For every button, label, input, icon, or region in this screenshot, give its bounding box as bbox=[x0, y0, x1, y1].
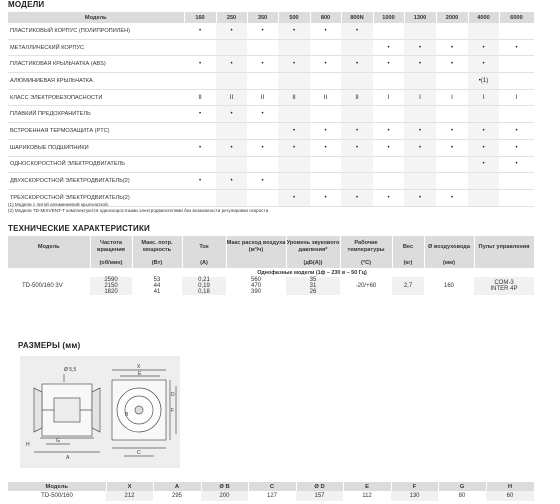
models-col-800: 800 bbox=[310, 12, 341, 23]
tech-header-8: Ø воздуховода bbox=[424, 236, 474, 258]
tech-flow-2: 470 bbox=[250, 283, 261, 289]
models-col-800N: 800N bbox=[341, 12, 373, 23]
models-cell: • bbox=[341, 189, 373, 206]
models-body bbox=[8, 23, 534, 206]
models-cell bbox=[436, 173, 468, 190]
models-col-250: 250 bbox=[216, 12, 247, 23]
models-col-6000: 6000 bbox=[499, 12, 534, 23]
models-cell: • bbox=[247, 23, 278, 39]
dims-table bbox=[8, 482, 535, 501]
models-cell: • bbox=[341, 123, 373, 140]
models-col-4000: 4000 bbox=[468, 12, 499, 23]
tech-flow-3: 390 bbox=[250, 289, 261, 295]
models-cell: • bbox=[247, 139, 278, 156]
dims-cell-8: 80 bbox=[458, 493, 466, 499]
dims-cell-5: 157 bbox=[296, 491, 343, 501]
models-cell bbox=[278, 156, 310, 173]
models-cell: • bbox=[436, 39, 468, 56]
models-cell: I bbox=[404, 89, 436, 106]
dims-header-2: A bbox=[153, 482, 201, 491]
models-cell bbox=[310, 156, 341, 173]
tech-power-3: 41 bbox=[153, 289, 161, 295]
models-row-label: ПЛАВКИЙ ПРЕДОХРАНИТЕЛЬ bbox=[8, 106, 184, 123]
tech-header-2: Макс. потр. мощность bbox=[132, 236, 182, 258]
models-cell bbox=[468, 23, 499, 39]
models-cell bbox=[499, 73, 534, 90]
tech-power-2: 44 bbox=[153, 283, 161, 289]
models-cell: • bbox=[499, 123, 534, 140]
models-cell: • bbox=[216, 106, 247, 123]
models-cell: • bbox=[436, 139, 468, 156]
models-cell: • bbox=[468, 156, 499, 173]
models-cell bbox=[436, 156, 468, 173]
tech-header-unit-2: (Вт) bbox=[132, 258, 182, 268]
models-cell bbox=[341, 106, 373, 123]
models-row-label: ВСТРОЕННАЯ ТЕРМОЗАЩИТА (PTC) bbox=[8, 123, 184, 140]
models-row-label: КЛАСС ЭЛЕКТРОБЕЗОПАСНОСТИ bbox=[8, 89, 184, 106]
models-cell: • bbox=[310, 189, 341, 206]
models-cell bbox=[404, 106, 436, 123]
models-cell bbox=[373, 23, 404, 39]
dims-cell-4: 127 bbox=[266, 493, 277, 499]
models-cell: II bbox=[216, 89, 247, 106]
models-cell: • bbox=[278, 139, 310, 156]
tech-header-unit-5: (дБ(А)) bbox=[286, 258, 340, 268]
models-row bbox=[8, 23, 534, 39]
models-row bbox=[8, 123, 534, 140]
models-cell bbox=[436, 73, 468, 90]
models-cell: II bbox=[247, 89, 278, 106]
models-cell: • bbox=[436, 56, 468, 73]
models-cell bbox=[247, 73, 278, 90]
tech-header-row bbox=[8, 236, 534, 258]
tech-header-unit-8: (мм) bbox=[424, 258, 474, 268]
models-cell: • bbox=[247, 106, 278, 123]
label-g: G bbox=[56, 438, 60, 444]
models-cell: I bbox=[468, 89, 499, 106]
models-cell bbox=[468, 173, 499, 190]
tech-section-title: ТЕХНИЧЕСКИЕ ХАРАКТЕРИСТИКИ bbox=[8, 224, 150, 233]
tech-header-unit-4 bbox=[226, 258, 286, 268]
models-cell: • bbox=[404, 189, 436, 206]
tech-rpm-3: 1820 bbox=[90, 289, 132, 295]
models-col-350: 350 bbox=[247, 12, 278, 23]
tech-rpm-2: 2150 bbox=[90, 283, 132, 289]
tech-noise-1: 35 bbox=[286, 277, 340, 283]
models-cell: I bbox=[373, 89, 404, 106]
models-cell: • bbox=[184, 23, 216, 39]
models-row bbox=[8, 89, 534, 106]
models-section-title: МОДЕЛИ bbox=[8, 0, 45, 9]
label-x: X bbox=[137, 364, 141, 370]
models-cell: • bbox=[404, 123, 436, 140]
label-h: H bbox=[26, 442, 30, 448]
models-cell: • bbox=[216, 139, 247, 156]
tech-temp: -20/+60 bbox=[355, 283, 377, 289]
models-cell: • bbox=[184, 106, 216, 123]
models-cell bbox=[278, 39, 310, 56]
models-row bbox=[8, 156, 534, 173]
models-cell bbox=[216, 123, 247, 140]
models-cell: • bbox=[341, 23, 373, 39]
tech-current-3: 0,18 bbox=[182, 289, 226, 295]
tech-header-units-row bbox=[8, 258, 534, 268]
models-cell bbox=[216, 156, 247, 173]
label-hole: Ø 5,5 bbox=[64, 367, 77, 373]
models-cell bbox=[373, 156, 404, 173]
models-row bbox=[8, 73, 534, 90]
models-cell: II bbox=[310, 89, 341, 106]
dims-header-9: H bbox=[486, 482, 534, 491]
models-cell: • bbox=[468, 56, 499, 73]
dims-cell-1: 212 bbox=[106, 491, 153, 501]
models-row-label: ТРЕХСКОРОСТНОЙ ЭЛЕКТРОДВИГАТЕЛЬ(2) bbox=[8, 189, 184, 206]
models-cell: • bbox=[310, 56, 341, 73]
models-cell bbox=[436, 106, 468, 123]
models-row-label: ПЛАСТИКОВАЯ КРЫЛЬЧАТКА (ABS) bbox=[8, 56, 184, 73]
tech-flow-1: 560 bbox=[250, 277, 261, 283]
tech-header-1: Частота вращения bbox=[90, 236, 132, 258]
models-cell bbox=[310, 73, 341, 90]
models-cell: • bbox=[184, 56, 216, 73]
models-cell bbox=[310, 39, 341, 56]
models-cell bbox=[404, 156, 436, 173]
label-b: B bbox=[125, 412, 129, 418]
models-cell bbox=[499, 189, 534, 206]
dims-header-6: E bbox=[343, 482, 391, 491]
models-cell: • bbox=[499, 39, 534, 56]
models-cell: • bbox=[247, 173, 278, 190]
models-cell: • bbox=[404, 139, 436, 156]
models-row bbox=[8, 139, 534, 156]
tech-header-unit-1: (об/мин) bbox=[90, 258, 132, 268]
models-cell bbox=[499, 23, 534, 39]
models-notes bbox=[8, 202, 270, 214]
dims-cell-6: 112 bbox=[362, 493, 372, 499]
models-cell bbox=[341, 73, 373, 90]
models-cell bbox=[310, 106, 341, 123]
models-cell bbox=[373, 173, 404, 190]
dims-cell-9: 60 bbox=[486, 491, 534, 501]
tech-current-2: 0,19 bbox=[182, 283, 226, 289]
models-cell: • bbox=[373, 139, 404, 156]
models-cell bbox=[499, 56, 534, 73]
tech-control-2: INTER 4P bbox=[490, 286, 518, 292]
models-row bbox=[8, 56, 534, 73]
tech-header-7: Вес bbox=[392, 236, 424, 258]
models-cell: II bbox=[184, 89, 216, 106]
models-cell: II bbox=[278, 89, 310, 106]
models-cell: • bbox=[436, 123, 468, 140]
dims-header-5: Ø D bbox=[296, 482, 343, 491]
models-cell: • bbox=[373, 56, 404, 73]
tech-rpm-1: 2590 bbox=[90, 277, 132, 283]
tech-noise-2: 31 bbox=[286, 283, 340, 289]
models-cell: I bbox=[436, 89, 468, 106]
models-cell bbox=[499, 173, 534, 190]
models-cell: • bbox=[436, 189, 468, 206]
dims-header-8: G bbox=[438, 482, 486, 491]
models-cell: • bbox=[373, 189, 404, 206]
models-cell bbox=[184, 123, 216, 140]
models-cell bbox=[436, 23, 468, 39]
tech-header-6: Рабочие температуры bbox=[340, 236, 392, 258]
models-cell: • bbox=[310, 123, 341, 140]
models-cell bbox=[404, 23, 436, 39]
tech-control bbox=[474, 277, 534, 295]
models-cell: • bbox=[278, 56, 310, 73]
models-row-label: ДВУХСКОРОСТНОЙ ЭЛЕКТРОДВИГАТЕЛЬ(2) bbox=[8, 173, 184, 190]
models-cell bbox=[341, 39, 373, 56]
dims-header-0: Модель bbox=[8, 482, 106, 491]
models-cell bbox=[341, 173, 373, 190]
dims-cell-3: 200 bbox=[201, 491, 248, 501]
label-e: E bbox=[138, 371, 142, 377]
models-cell: • bbox=[468, 123, 499, 140]
models-cell bbox=[247, 39, 278, 56]
dims-header-4: C bbox=[248, 482, 296, 491]
models-cell: • bbox=[216, 173, 247, 190]
dims-cell-2: 295 bbox=[171, 493, 182, 499]
models-row bbox=[8, 106, 534, 123]
dims-section-title: РАЗМЕРЫ (мм) bbox=[18, 341, 81, 350]
models-cell bbox=[184, 39, 216, 56]
models-row bbox=[8, 173, 534, 190]
tech-header-unit-3: (А) bbox=[182, 258, 226, 268]
models-row-label: МЕТАЛЛИЧЕСКИЙ КОРПУС bbox=[8, 39, 184, 56]
models-cell: • bbox=[404, 56, 436, 73]
tech-model: TD-500/160 3V bbox=[22, 283, 63, 289]
models-cell bbox=[373, 106, 404, 123]
tech-header-0: Модель bbox=[8, 236, 90, 258]
models-cell: • bbox=[247, 56, 278, 73]
models-cell: • bbox=[278, 189, 310, 206]
fan-dimension-drawing bbox=[20, 356, 180, 468]
note-2: (2) Модели TD-MIXVENT-T комплектуются односкоростными электродвигателями без возможности регулировки скорости. bbox=[8, 208, 270, 214]
models-header-row bbox=[8, 12, 534, 23]
models-cell bbox=[341, 156, 373, 173]
models-cell: • bbox=[373, 123, 404, 140]
models-row-label: ШАРИКОВЫЕ ПОДШИПНИКИ bbox=[8, 139, 184, 156]
models-col-2000: 2000 bbox=[436, 12, 468, 23]
tech-weight: 2,7 bbox=[392, 277, 424, 295]
models-cell bbox=[247, 156, 278, 173]
models-header-label: Модель bbox=[8, 12, 184, 23]
models-cell bbox=[404, 173, 436, 190]
dims-cell-7: 130 bbox=[391, 491, 438, 501]
models-col-1300: 1300 bbox=[404, 12, 436, 23]
models-cell bbox=[278, 106, 310, 123]
models-cell bbox=[278, 173, 310, 190]
models-cell bbox=[184, 73, 216, 90]
tech-duct: 160 bbox=[443, 283, 454, 289]
models-cell: • bbox=[499, 156, 534, 173]
tech-noise-3: 26 bbox=[286, 289, 340, 295]
label-c: C bbox=[137, 450, 141, 456]
models-cell: • bbox=[184, 173, 216, 190]
models-cell: •(1) bbox=[468, 73, 499, 90]
tech-table bbox=[8, 236, 535, 295]
dims-header-row bbox=[8, 482, 534, 491]
tech-header-3: Ток bbox=[182, 236, 226, 258]
models-cell: • bbox=[499, 139, 534, 156]
note-1: (1) Модели с литой алюминиевой крыльчаткой. bbox=[8, 202, 109, 207]
models-col-500: 500 bbox=[278, 12, 310, 23]
models-cell bbox=[468, 106, 499, 123]
models-cell: • bbox=[373, 39, 404, 56]
models-cell bbox=[184, 156, 216, 173]
tech-header-unit-0 bbox=[8, 258, 90, 268]
tech-control-1: COM-3 bbox=[494, 280, 514, 286]
tech-header-unit-7: (кг) bbox=[392, 258, 424, 268]
models-cell: • bbox=[310, 23, 341, 39]
label-f: F bbox=[171, 408, 175, 414]
models-row-label: ПЛАСТИКОВЫЙ КОРПУС (ПОЛИПРОПИЛЕН) bbox=[8, 23, 184, 39]
dims-header-7: F bbox=[391, 482, 438, 491]
dims-header-3: Ø B bbox=[201, 482, 248, 491]
models-cell bbox=[468, 189, 499, 206]
label-a: A bbox=[66, 455, 70, 461]
tech-header-unit-9 bbox=[474, 258, 534, 268]
models-cell: • bbox=[341, 139, 373, 156]
tech-header-4: Макс расход воздуха (м³/ч) bbox=[226, 236, 286, 258]
models-row-label: АЛЮМИНИЕВАЯ КРЫЛЬЧАТКА bbox=[8, 73, 184, 90]
models-table bbox=[8, 12, 535, 207]
label-d: D bbox=[171, 392, 175, 398]
models-cell bbox=[373, 73, 404, 90]
dims-header-1: X bbox=[106, 482, 153, 491]
tech-header-9: Пульт управления bbox=[474, 236, 534, 258]
models-cell: • bbox=[468, 39, 499, 56]
models-col-160: 160 bbox=[184, 12, 216, 23]
models-row-label: ОДНОСКОРОСТНОЙ ЭЛЕКТРОДВИГАТЕЛЬ bbox=[8, 156, 184, 173]
tech-current-1: 0,21 bbox=[182, 277, 226, 283]
models-cell bbox=[216, 73, 247, 90]
models-cell bbox=[310, 173, 341, 190]
dims-data-row bbox=[8, 491, 534, 501]
models-cell: • bbox=[310, 139, 341, 156]
models-cell: • bbox=[278, 123, 310, 140]
dims-cell-0: TD-500/160 bbox=[41, 493, 73, 499]
models-cell: • bbox=[278, 23, 310, 39]
models-cell bbox=[499, 106, 534, 123]
models-cell: • bbox=[216, 56, 247, 73]
models-cell bbox=[216, 39, 247, 56]
models-cell bbox=[404, 73, 436, 90]
tech-power-1: 53 bbox=[153, 277, 161, 283]
models-cell: I bbox=[499, 89, 534, 106]
models-cell: • bbox=[216, 23, 247, 39]
models-cell: • bbox=[184, 139, 216, 156]
tech-header-5: Уровень звукового давления* bbox=[286, 236, 340, 258]
models-cell bbox=[278, 73, 310, 90]
models-cell: • bbox=[468, 139, 499, 156]
models-cell: II bbox=[341, 89, 373, 106]
models-cell bbox=[247, 123, 278, 140]
models-cell: • bbox=[341, 56, 373, 73]
tech-subheader: Однофазные модели (1ф – 230 в – 50 Гц) bbox=[90, 268, 534, 277]
tech-header-unit-6: (°С) bbox=[340, 258, 392, 268]
models-row bbox=[8, 39, 534, 56]
models-col-1000: 1000 bbox=[373, 12, 404, 23]
models-cell: • bbox=[404, 39, 436, 56]
